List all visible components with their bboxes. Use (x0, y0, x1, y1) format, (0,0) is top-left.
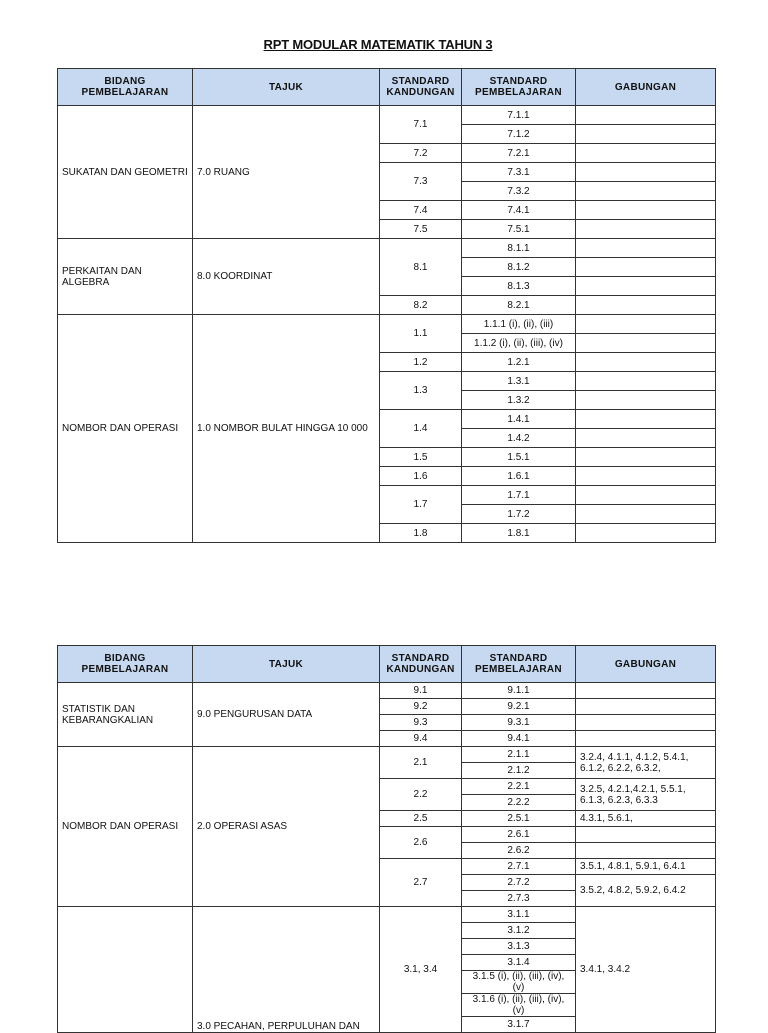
pembelajaran-cell: 1.8.1 (462, 524, 576, 543)
kandungan-cell: 1.6 (380, 467, 462, 486)
gabungan-cell: 3.5.2, 4.8.2, 5.9.2, 6.4.2 (576, 875, 716, 907)
pembelajaran-cell: 3.1.3 (462, 939, 576, 955)
gabungan-cell (576, 731, 716, 747)
kandungan-cell: 2.2 (380, 779, 462, 811)
gabungan-cell (576, 239, 716, 258)
kandungan-cell: 7.3 (380, 163, 462, 201)
gabungan-cell (576, 315, 716, 334)
pembelajaran-cell: 7.3.1 (462, 163, 576, 182)
header-bidang: BIDANG PEMBELAJARAN (58, 646, 193, 683)
gabungan-cell: 3.4.1, 3.4.2 (576, 907, 716, 1033)
pembelajaran-cell: 2.2.2 (462, 795, 576, 811)
kandungan-cell: 7.2 (380, 144, 462, 163)
pembelajaran-cell: 2.7.1 (462, 859, 576, 875)
pembelajaran-cell: 1.1.2 (i), (ii), (iii), (iv) (462, 334, 576, 353)
gabungan-cell (576, 258, 716, 277)
kandungan-cell: 9.1 (380, 683, 462, 699)
gabungan-cell (576, 353, 716, 372)
table-row (58, 907, 716, 923)
gabungan-cell (576, 505, 716, 524)
kandungan-cell: 8.1 (380, 239, 462, 296)
gabungan-cell (576, 144, 716, 163)
header-gabungan: GABUNGAN (576, 69, 716, 106)
header-standard-pembelajaran: STANDARD PEMBELAJARAN (462, 69, 576, 106)
pembelajaran-cell: 2.6.2 (462, 843, 576, 859)
gabungan-cell (576, 163, 716, 182)
header-row (58, 646, 716, 683)
bidang-cell: STATISTIK DAN KEBARANGKALIAN (58, 683, 193, 747)
pembelajaran-cell: 2.7.2 (462, 875, 576, 891)
header-tajuk: TAJUK (193, 69, 380, 106)
kandungan-cell: 1.1 (380, 315, 462, 353)
pembelajaran-cell: 1.7.1 (462, 486, 576, 505)
kandungan-cell: 7.1 (380, 106, 462, 144)
pembelajaran-cell: 3.1.2 (462, 923, 576, 939)
gabungan-cell (576, 391, 716, 410)
kandungan-cell: 2.5 (380, 811, 462, 827)
pembelajaran-cell: 2.5.1 (462, 811, 576, 827)
kandungan-cell: 7.4 (380, 201, 462, 220)
pembelajaran-cell: 1.3.1 (462, 372, 576, 391)
gabungan-cell (576, 486, 716, 505)
bidang-cell: PERKAITAN DAN ALGEBRA (58, 239, 193, 315)
kandungan-cell: 9.2 (380, 699, 462, 715)
pembelajaran-cell: 8.1.1 (462, 239, 576, 258)
kandungan-cell: 1.4 (380, 410, 462, 448)
pembelajaran-cell: 1.3.2 (462, 391, 576, 410)
kandungan-cell: 7.5 (380, 220, 462, 239)
pembelajaran-cell: 3.1.1 (462, 907, 576, 923)
pembelajaran-cell: 1.5.1 (462, 448, 576, 467)
gabungan-cell (576, 448, 716, 467)
kandungan-cell: 2.6 (380, 827, 462, 859)
pembelajaran-cell: 9.4.1 (462, 731, 576, 747)
gabungan-cell (576, 843, 716, 859)
gabungan-cell (576, 296, 716, 315)
gabungan-cell (576, 106, 716, 125)
pembelajaran-cell: 7.2.1 (462, 144, 576, 163)
pembelajaran-cell: 3.1.6 (i), (ii), (iii), (iv), (v) (462, 994, 576, 1017)
rpt-table-2 (57, 645, 716, 1033)
gabungan-cell (576, 410, 716, 429)
tajuk-cell: 7.0 RUANG (193, 106, 380, 239)
pembelajaran-cell: 7.1.2 (462, 125, 576, 144)
kandungan-cell: 1.3 (380, 372, 462, 410)
tajuk-cell: 3.0 PECAHAN, PERPULUHAN DAN (193, 907, 380, 1033)
header-tajuk: TAJUK (193, 646, 380, 683)
gabungan-cell (576, 699, 716, 715)
pembelajaran-cell: 3.1.7 (462, 1017, 576, 1033)
tajuk-cell: 1.0 NOMBOR BULAT HINGGA 10 000 (193, 315, 380, 543)
gabungan-cell (576, 683, 716, 699)
table-row (58, 106, 716, 125)
gabungan-cell (576, 201, 716, 220)
kandungan-cell: 9.4 (380, 731, 462, 747)
kandungan-cell: 1.5 (380, 448, 462, 467)
pembelajaran-cell: 9.1.1 (462, 683, 576, 699)
gabungan-cell (576, 220, 716, 239)
table-row (58, 747, 716, 763)
pembelajaran-cell: 2.7.3 (462, 891, 576, 907)
pembelajaran-cell: 8.1.2 (462, 258, 576, 277)
gabungan-cell (576, 125, 716, 144)
pembelajaran-cell: 1.4.1 (462, 410, 576, 429)
tajuk-cell: 2.0 OPERASI ASAS (193, 747, 380, 907)
gabungan-cell (576, 827, 716, 843)
kandungan-cell: 3.1, 3.4 (380, 907, 462, 1033)
gabungan-cell: 3.5.1, 4.8.1, 5.9.1, 6.4.1 (576, 859, 716, 875)
pembelajaran-cell: 7.4.1 (462, 201, 576, 220)
gabungan-cell (576, 372, 716, 391)
header-standard-kandungan: STANDARD KANDUNGAN (380, 69, 462, 106)
pembelajaran-cell: 2.2.1 (462, 779, 576, 795)
gabungan-cell: 3.2.5, 4.2.1,4.2.1, 5.5.1, 6.1.3, 6.2.3, 6.3.3 (576, 779, 716, 811)
gabungan-cell (576, 429, 716, 448)
kandungan-cell: 1.2 (380, 353, 462, 372)
header-standard-kandungan: STANDARD KANDUNGAN (380, 646, 462, 683)
pembelajaran-cell: 1.1.1 (i), (ii), (iii) (462, 315, 576, 334)
header-row (58, 69, 716, 106)
bidang-cell: SUKATAN DAN GEOMETRI (58, 106, 193, 239)
gabungan-cell (576, 182, 716, 201)
pembelajaran-cell: 9.2.1 (462, 699, 576, 715)
bidang-cell: NOMBOR DAN OPERASI (58, 747, 193, 907)
kandungan-cell: 1.8 (380, 524, 462, 543)
tajuk-cell: 9.0 PENGURUSAN DATA (193, 683, 380, 747)
pembelajaran-cell: 1.4.2 (462, 429, 576, 448)
pembelajaran-cell: 2.6.1 (462, 827, 576, 843)
pembelajaran-cell: 1.7.2 (462, 505, 576, 524)
pembelajaran-cell: 2.1.1 (462, 747, 576, 763)
pembelajaran-cell: 9.3.1 (462, 715, 576, 731)
gabungan-cell: 3.2.4, 4.1.1, 4.1.2, 5.4.1, 6.1.2, 6.2.2, 6.3.2, (576, 747, 716, 779)
kandungan-cell: 9.3 (380, 715, 462, 731)
pembelajaran-cell: 7.3.2 (462, 182, 576, 201)
gabungan-cell (576, 715, 716, 731)
pembelajaran-cell: 1.2.1 (462, 353, 576, 372)
pembelajaran-cell: 7.5.1 (462, 220, 576, 239)
kandungan-cell: 2.1 (380, 747, 462, 779)
header-standard-pembelajaran: STANDARD PEMBELAJARAN (462, 646, 576, 683)
table-row (58, 239, 716, 258)
bidang-cell: NOMBOR DAN OPERASI (58, 315, 193, 543)
gabungan-cell (576, 524, 716, 543)
pembelajaran-cell: 8.1.3 (462, 277, 576, 296)
tajuk-cell: 8.0 KOORDINAT (193, 239, 380, 315)
pembelajaran-cell: 3.1.4 (462, 955, 576, 971)
table-row (58, 683, 716, 699)
header-bidang: BIDANG PEMBELAJARAN (58, 69, 193, 106)
pembelajaran-cell: 3.1.5 (i), (ii), (iii), (iv), (v) (462, 971, 576, 994)
gabungan-cell (576, 334, 716, 353)
page-title: RPT MODULAR MATEMATIK TAHUN 3 (263, 37, 493, 52)
gabungan-cell (576, 467, 716, 486)
table-row (58, 315, 716, 334)
gabungan-cell: 4.3.1, 5.6.1, (576, 811, 716, 827)
bidang-cell (58, 907, 193, 1033)
kandungan-cell: 8.2 (380, 296, 462, 315)
header-gabungan: GABUNGAN (576, 646, 716, 683)
pembelajaran-cell: 1.6.1 (462, 467, 576, 486)
pembelajaran-cell: 8.2.1 (462, 296, 576, 315)
pembelajaran-cell: 7.1.1 (462, 106, 576, 125)
gabungan-cell (576, 277, 716, 296)
rpt-table-1 (57, 68, 716, 543)
kandungan-cell: 2.7 (380, 859, 462, 907)
pembelajaran-cell: 2.1.2 (462, 763, 576, 779)
kandungan-cell: 1.7 (380, 486, 462, 524)
